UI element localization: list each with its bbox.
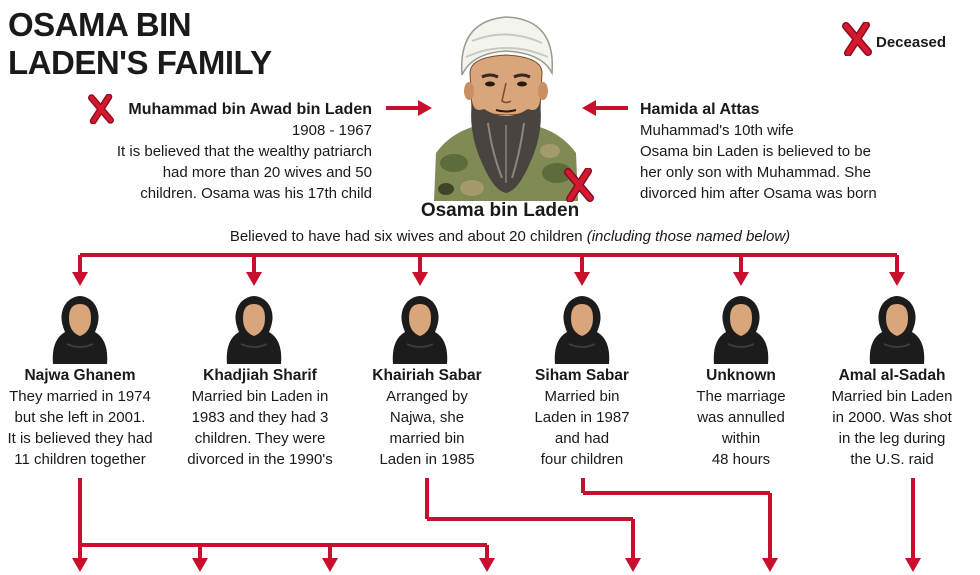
- wife-desc-line: Married bin Laden in: [191, 388, 329, 405]
- wife-desc-line: They married in 1974: [9, 388, 151, 405]
- osama-portrait: [432, 13, 580, 203]
- osama-desc-note: (including those named below): [586, 228, 791, 245]
- wife-desc-line: Married bin: [544, 388, 620, 405]
- deceased-x-icon: [564, 168, 594, 202]
- woman-hijab-icon: [706, 292, 776, 364]
- woman-hijab-icon: [385, 292, 455, 364]
- title-line-2: LADEN'S FAMILY: [8, 44, 272, 81]
- wife-card: [0, 366, 165, 470]
- father-years: 1908 - 1967: [291, 122, 372, 139]
- wife-desc-line: 48 hours: [711, 451, 771, 468]
- legend: [840, 22, 975, 58]
- wife-card: [497, 366, 667, 470]
- woman-hijab-icon: [547, 292, 617, 364]
- mother-desc-line: her only son with Muhammad. She: [640, 164, 871, 181]
- mother-block: [640, 100, 940, 204]
- woman-hijab-icon: [862, 292, 932, 364]
- osama-name: Osama bin Laden: [420, 200, 580, 221]
- wife-desc-line: in 2000. Was shot: [832, 409, 952, 426]
- osama-description: [100, 228, 920, 245]
- wife-card: [656, 366, 826, 470]
- wife-desc-line: 1983 and they had 3: [191, 409, 329, 426]
- wife-desc-line: It is believed they had: [7, 430, 153, 447]
- wife-name: Najwa Ghanem: [24, 367, 136, 384]
- father-desc-line: children. Osama was his 17th child: [140, 185, 372, 202]
- wife-card: [807, 366, 977, 470]
- wife-desc-line: The marriage: [696, 388, 786, 405]
- mother-desc-line: divorced him after Osama was born: [640, 185, 877, 202]
- wife-card: [175, 366, 345, 470]
- portrait-illustration: [432, 13, 580, 203]
- wife-name: Siham Sabar: [535, 367, 629, 384]
- wife-desc-line: divorced in the 1990's: [187, 451, 333, 468]
- father-desc-line: had more than 20 wives and 50: [162, 164, 372, 181]
- woman-hijab-icon: [219, 292, 289, 364]
- mother-desc-line: Osama bin Laden is believed to be: [640, 143, 871, 160]
- wife-desc-line: in the leg during: [838, 430, 946, 447]
- wife-desc-line: Najwa, she: [389, 409, 465, 426]
- wife-name: Khairiah Sabar: [372, 367, 482, 384]
- wife-desc-line: married bin: [389, 430, 465, 447]
- deceased-x-icon: [88, 94, 114, 124]
- wife-desc-line: Married bin Laden: [831, 388, 953, 405]
- wife-desc-line: Laden in 1987: [534, 409, 630, 426]
- x-mark-icon: [842, 22, 872, 56]
- wife-desc-line: was annulled: [697, 409, 785, 426]
- wife-desc-line: Arranged by: [386, 388, 468, 405]
- wife-desc-line: the U.S. raid: [850, 451, 934, 468]
- wife-desc-line: 11 children together: [14, 451, 146, 468]
- mother-desc-line: Muhammad's 10th wife: [640, 122, 794, 139]
- wife-name: Unknown: [706, 367, 776, 384]
- wife-name: Amal al-Sadah: [838, 367, 946, 384]
- wife-desc-line: four children: [540, 451, 624, 468]
- mother-name: Hamida al Attas: [640, 101, 760, 118]
- wife-name: Khadjiah Sharif: [203, 367, 317, 384]
- wife-desc-line: but she left in 2001.: [14, 409, 146, 426]
- father-desc-line: It is believed that the wealthy patriarch: [116, 143, 372, 160]
- osama-desc-text: Believed to have had six wives and about 20 children: [229, 228, 583, 245]
- father-block: [60, 100, 372, 204]
- wife-desc-line: children. They were: [194, 430, 326, 447]
- page-title: [8, 6, 338, 82]
- wife-desc-line: Laden in 1985: [379, 451, 475, 468]
- wife-desc-line: and had: [554, 430, 610, 447]
- woman-hijab-icon: [45, 292, 115, 364]
- title-line-1: OSAMA BIN: [8, 6, 192, 43]
- legend-label: Deceased: [876, 34, 947, 51]
- wife-desc-line: within: [721, 430, 761, 447]
- wife-card: [342, 366, 512, 470]
- father-name: Muhammad bin Awad bin Laden: [128, 101, 372, 118]
